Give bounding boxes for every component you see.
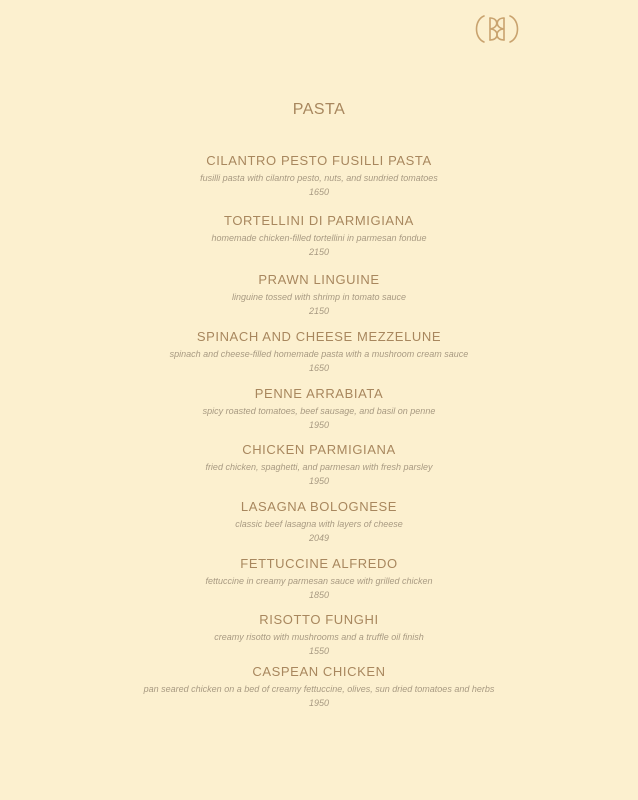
dish-name: FETTUCCINE ALFREDO	[240, 556, 398, 571]
menu-item	[0, 272, 638, 317]
dish-price: 1650	[308, 187, 330, 197]
dish-price: 2150	[308, 247, 330, 257]
dish-price: 1850	[308, 590, 330, 600]
dish-name: RISOTTO FUNGHI	[259, 612, 379, 627]
dish-description: pan seared chicken on a bed of creamy fettuccine, olives, sun dried tomatoes and herbs	[143, 684, 495, 694]
dish-description: fusilli pasta with cilantro pesto, nuts, and sundried tomatoes	[200, 173, 438, 183]
menu-item	[0, 499, 638, 544]
dish-price: 1950	[308, 698, 330, 708]
dish-description: spinach and cheese-filled homemade pasta with a mushroom cream sauce	[169, 349, 469, 359]
dish-name: SPINACH AND CHEESE MEZZELUNE	[196, 329, 442, 344]
menu-item	[0, 442, 638, 487]
dish-price: 2150	[308, 306, 330, 316]
dish-price: 1950	[308, 476, 330, 486]
menu-item	[0, 329, 638, 374]
dish-name: LASAGNA BOLOGNESE	[240, 499, 398, 514]
rb-monogram-logo-icon	[470, 10, 524, 48]
dish-price: 1550	[308, 646, 330, 656]
dish-name: TORTELLINI DI PARMIGIANA	[224, 213, 414, 228]
dish-price: 1650	[308, 363, 330, 373]
dish-description: homemade chicken-filled tortellini in parmesan fondue	[211, 233, 427, 243]
dish-name: CASPEAN CHICKEN	[252, 664, 386, 679]
menu-item	[0, 213, 638, 258]
dish-description: creamy risotto with mushrooms and a truffle oil finish	[214, 632, 424, 642]
dish-description: fried chicken, spaghetti, and parmesan with fresh parsley	[205, 462, 433, 472]
dish-price: 1950	[308, 420, 330, 430]
menu-item	[0, 386, 638, 431]
section-title: PASTA	[292, 101, 346, 118]
dish-name: CILANTRO PESTO FUSILLI PASTA	[206, 153, 432, 168]
menu-item	[0, 612, 638, 657]
dish-description: spicy roasted tomatoes, beef sausage, and basil on penne	[202, 406, 436, 416]
menu-item	[0, 556, 638, 601]
dish-name: PRAWN LINGUINE	[258, 272, 380, 287]
dish-name: PENNE ARRABIATA	[254, 386, 384, 401]
menu-item	[0, 664, 638, 709]
dish-description: fettuccine in creamy parmesan sauce with grilled chicken	[205, 576, 433, 586]
dish-name: CHICKEN PARMIGIANA	[242, 442, 396, 457]
dish-description: linguine tossed with shrimp in tomato sauce	[231, 292, 407, 302]
dish-description: classic beef lasagna with layers of cheese	[235, 519, 403, 529]
menu-item	[0, 153, 638, 198]
dish-price: 2049	[308, 533, 330, 543]
